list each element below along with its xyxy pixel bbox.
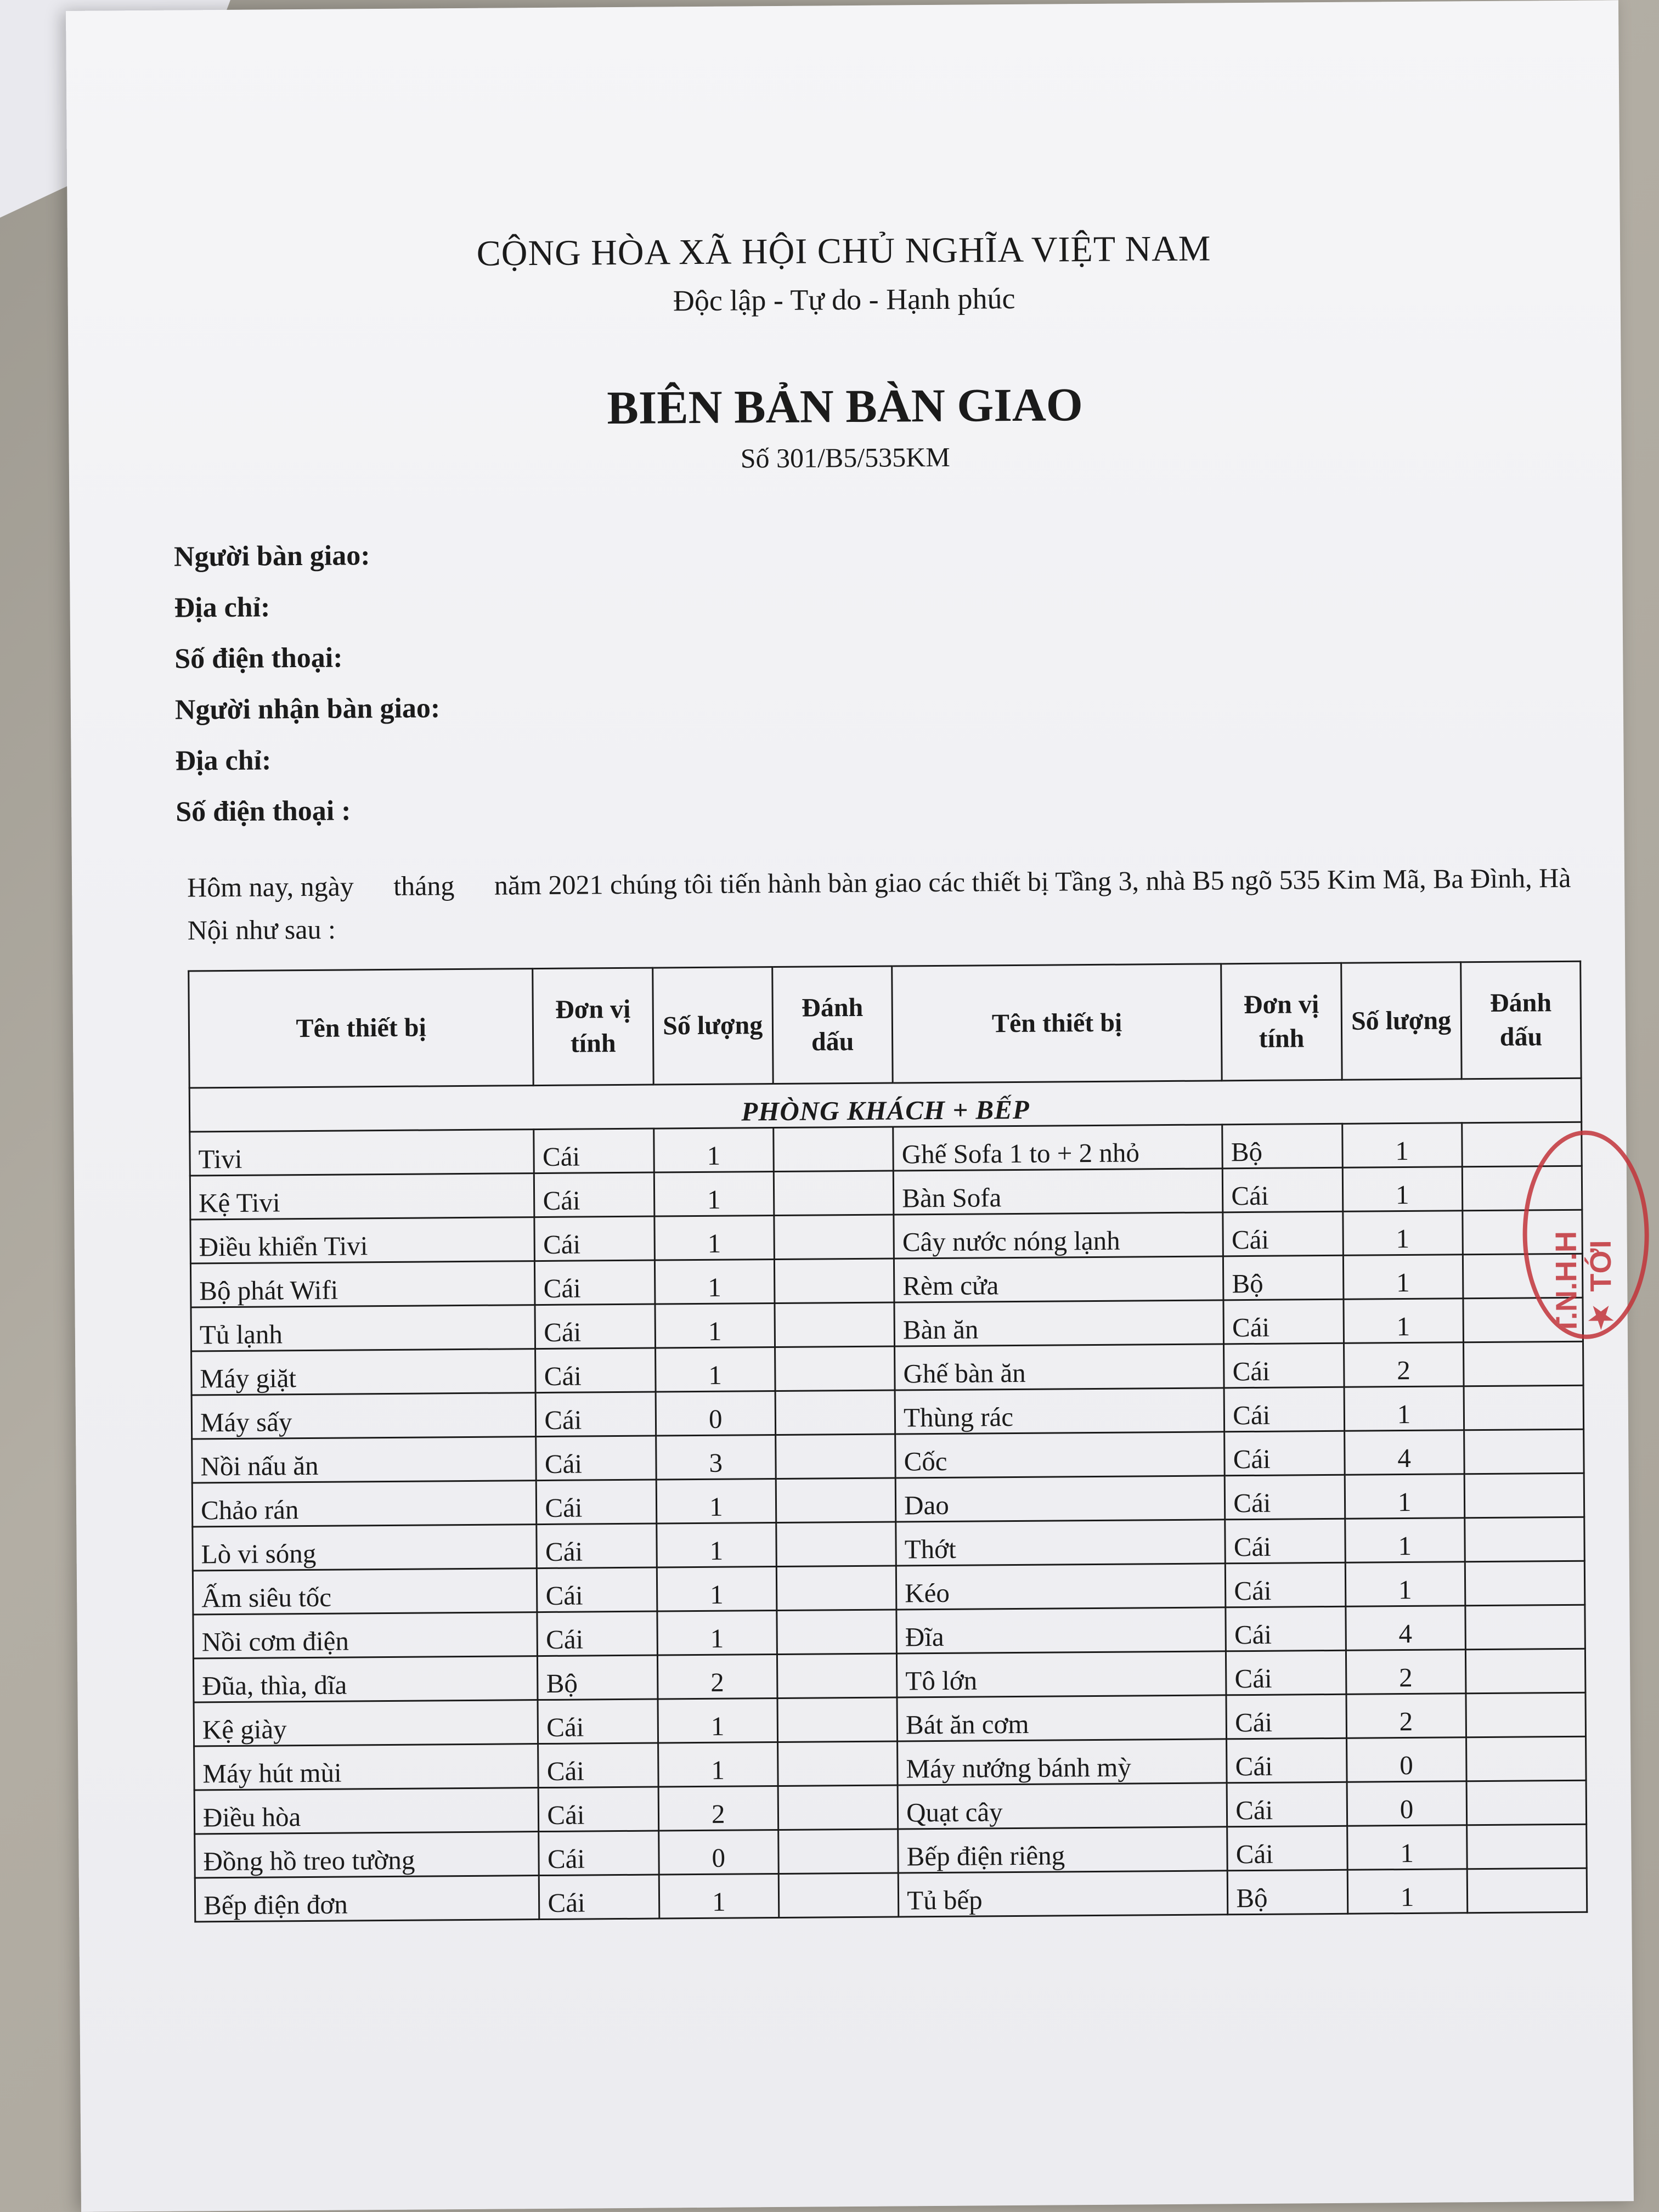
item-unit-left: Cái	[537, 1567, 657, 1612]
item-unit-left: Cái	[535, 1304, 655, 1349]
item-mark-right	[1466, 1824, 1587, 1869]
item-qty-right: 1	[1342, 1123, 1462, 1168]
item-qty-left: 1	[656, 1523, 776, 1568]
item-mark-left	[776, 1478, 896, 1523]
field-handover-person: Người bàn giao:	[173, 540, 370, 573]
item-unit-left: Cái	[537, 1611, 657, 1656]
item-qty-left: 2	[658, 1786, 778, 1831]
table-header-row	[189, 961, 1581, 1088]
item-unit-right: Cái	[1227, 1738, 1347, 1783]
item-name-left: Ấm siêu tốc	[193, 1568, 537, 1615]
item-name-left: Điều khiển Tivi	[190, 1217, 535, 1263]
item-unit-left: Cái	[539, 1875, 659, 1920]
item-mark-right	[1465, 1605, 1585, 1650]
intro-part-1: Hôm nay, ngày	[187, 871, 354, 903]
inventory-table	[188, 961, 1588, 1923]
item-mark-left	[777, 1741, 898, 1786]
item-qty-right: 4	[1344, 1430, 1464, 1475]
item-unit-left: Cái	[535, 1260, 655, 1305]
field-handover-phone: Số điện thoại:	[174, 642, 343, 675]
item-qty-right: 1	[1345, 1562, 1465, 1607]
item-mark-right	[1463, 1341, 1583, 1386]
item-unit-right: Cái	[1226, 1694, 1346, 1739]
item-name-right: Bàn ăn	[894, 1300, 1224, 1346]
item-unit-left: Cái	[538, 1743, 658, 1788]
item-mark-right	[1464, 1473, 1584, 1518]
item-mark-left	[775, 1390, 895, 1435]
item-unit-right: Cái	[1224, 1431, 1345, 1476]
item-mark-left	[778, 1785, 898, 1830]
item-unit-right: Cái	[1227, 1782, 1347, 1827]
item-unit-right: Cái	[1227, 1826, 1347, 1871]
document-number: Số 301/B5/535KM	[740, 441, 950, 474]
item-name-right: Thùng rác	[895, 1388, 1224, 1434]
item-qty-right: 4	[1345, 1606, 1465, 1651]
item-qty-left: 1	[658, 1742, 778, 1787]
item-qty-left: 1	[655, 1347, 775, 1392]
item-mark-left	[776, 1566, 896, 1611]
item-name-right: Ghế bàn ăn	[895, 1344, 1224, 1390]
item-qty-right: 0	[1347, 1781, 1467, 1826]
item-name-left: Máy giặt	[191, 1349, 536, 1395]
item-name-left: Bếp điện đơn	[195, 1876, 539, 1922]
item-name-left: Điều hòa	[194, 1788, 539, 1834]
header-mark-right: Đánh dấu	[1460, 961, 1581, 1079]
item-qty-left: 1	[654, 1260, 775, 1305]
item-unit-right: Bộ	[1223, 1255, 1344, 1300]
item-name-left: Nồi cơm điện	[193, 1612, 538, 1658]
item-mark-right	[1467, 1868, 1587, 1913]
item-unit-left: Cái	[539, 1787, 659, 1832]
item-name-right: Quạt cây	[898, 1783, 1227, 1829]
item-mark-left	[777, 1654, 897, 1699]
item-unit-left: Cái	[536, 1392, 656, 1437]
inventory-table-wrapper	[188, 961, 1588, 1923]
item-mark-left	[775, 1302, 895, 1347]
item-qty-left: 0	[658, 1830, 778, 1875]
header-name-right: Tên thiết bị	[892, 964, 1222, 1083]
item-unit-right: Cái	[1223, 1211, 1343, 1256]
item-name-left: Chảo rán	[192, 1481, 537, 1527]
item-unit-left: Cái	[534, 1172, 654, 1217]
item-name-right: Dao	[895, 1476, 1225, 1522]
item-qty-left: 1	[653, 1128, 774, 1173]
item-name-right: Thớt	[896, 1520, 1226, 1566]
item-unit-right: Cái	[1224, 1343, 1344, 1388]
item-unit-left: Cái	[534, 1216, 654, 1261]
item-name-left: Tủ lạnh	[191, 1305, 535, 1351]
item-qty-left: 1	[657, 1611, 777, 1656]
item-name-right: Tủ bếp	[898, 1871, 1228, 1917]
item-qty-left: 1	[655, 1304, 775, 1348]
item-mark-left	[777, 1610, 897, 1655]
item-qty-left: 1	[656, 1479, 776, 1524]
document-title: BIÊN BẢN BÀN GIAO	[607, 378, 1084, 435]
item-name-left: Lò vi sóng	[193, 1525, 537, 1571]
item-name-left: Máy hút mùi	[194, 1744, 539, 1790]
item-unit-left: Cái	[539, 1831, 659, 1876]
item-name-right: Đĩa	[896, 1607, 1226, 1654]
table-row	[195, 1868, 1587, 1922]
item-name-left: Đũa, thìa, dĩa	[193, 1656, 538, 1702]
nation-heading: CỘNG HÒA XÃ HỘI CHỦ NGHĨA VIỆT NAM	[476, 228, 1211, 274]
item-mark-right	[1466, 1780, 1587, 1825]
item-name-left: Kệ Tivi	[190, 1173, 534, 1220]
item-unit-right: Cái	[1226, 1650, 1346, 1695]
item-name-right: Cây nước nóng lạnh	[894, 1212, 1223, 1259]
item-qty-right: 1	[1344, 1386, 1464, 1431]
item-unit-right: Bộ	[1222, 1124, 1342, 1169]
item-qty-left: 3	[656, 1435, 776, 1480]
intro-paragraph	[187, 856, 1581, 952]
item-name-right: Ghế Sofa 1 to + 2 nhỏ	[893, 1125, 1223, 1171]
item-mark-left	[778, 1873, 899, 1918]
item-name-left: Nồi nấu ăn	[192, 1437, 537, 1483]
item-qty-right: 1	[1343, 1299, 1463, 1344]
header-name-left: Tên thiết bị	[189, 969, 534, 1088]
item-mark-right	[1464, 1517, 1584, 1562]
item-mark-left	[774, 1171, 894, 1216]
item-qty-left: 2	[657, 1655, 777, 1700]
document-page	[66, 0, 1634, 2212]
item-unit-right: Cái	[1226, 1562, 1346, 1607]
intro-part-3: năm 2021 chúng tôi tiến hành bàn giao các thiết bị Tầng 3, nhà B5 ngõ 535 Kim Mã, Ba Đình, Hà Nội như sau :	[187, 862, 1571, 946]
item-name-right: Bát ăn cơm	[897, 1695, 1227, 1741]
item-name-right: Tô lớn	[897, 1651, 1227, 1697]
item-mark-right	[1465, 1649, 1585, 1694]
item-unit-right: Cái	[1226, 1606, 1346, 1651]
item-qty-right: 0	[1346, 1737, 1466, 1782]
item-mark-left	[776, 1522, 896, 1567]
item-mark-left	[777, 1697, 898, 1742]
item-unit-left: Cái	[537, 1480, 657, 1525]
item-unit-left: Cái	[538, 1699, 658, 1744]
item-unit-right: Bộ	[1227, 1870, 1347, 1915]
item-qty-right: 2	[1346, 1650, 1466, 1695]
item-qty-left: 0	[656, 1391, 776, 1436]
party-fields	[174, 529, 441, 837]
item-unit-right: Cái	[1225, 1519, 1345, 1564]
header-qty-right: Số lượng	[1341, 962, 1462, 1080]
item-qty-right: 1	[1347, 1869, 1468, 1914]
item-qty-left: 1	[659, 1874, 779, 1919]
item-unit-left: Bộ	[538, 1655, 658, 1700]
field-receiver-address: Địa chỉ:	[175, 744, 272, 777]
item-qty-left: 1	[654, 1216, 775, 1261]
item-name-left: Kệ giày	[194, 1700, 538, 1746]
item-name-right: Cốc	[895, 1432, 1225, 1478]
item-qty-right: 1	[1342, 1211, 1463, 1256]
motto-line: Độc lập - Tự do - Hạnh phúc	[673, 281, 1015, 318]
item-unit-left: Cái	[535, 1348, 656, 1393]
item-qty-left: 1	[658, 1699, 778, 1743]
item-qty-left: 1	[654, 1172, 774, 1217]
header-unit-right: Đơn vị tính	[1221, 963, 1342, 1081]
item-qty-left: 1	[657, 1567, 777, 1612]
item-name-right: Bàn Sofa	[893, 1169, 1223, 1215]
item-mark-left	[776, 1434, 896, 1479]
item-mark-left	[774, 1259, 894, 1304]
item-unit-left: Cái	[537, 1523, 657, 1568]
field-handover-address: Địa chỉ:	[174, 591, 270, 624]
item-mark-left	[778, 1829, 899, 1874]
item-name-left: Tivi	[190, 1130, 534, 1176]
header-mark-left: Đánh dấu	[772, 966, 893, 1084]
field-receiver-phone: Số điện thoại :	[175, 795, 351, 828]
item-unit-left: Cái	[536, 1436, 656, 1481]
item-mark-right	[1464, 1385, 1584, 1430]
section-title: PHÒNG KHÁCH + BẾP	[189, 1078, 1581, 1132]
item-unit-left: Cái	[534, 1128, 654, 1173]
item-name-right: Rèm cửa	[894, 1256, 1224, 1302]
item-qty-right: 1	[1345, 1474, 1465, 1519]
item-mark-right	[1466, 1736, 1586, 1781]
item-unit-right: Cái	[1223, 1299, 1344, 1344]
item-name-right: Bếp điện riêng	[898, 1827, 1228, 1873]
intro-part-2: tháng	[393, 870, 455, 901]
item-mark-left	[774, 1127, 894, 1172]
item-unit-right: Cái	[1223, 1167, 1343, 1212]
item-mark-left	[775, 1346, 895, 1391]
item-qty-right: 1	[1342, 1167, 1463, 1212]
item-unit-right: Cái	[1224, 1387, 1344, 1432]
item-name-right: Kéo	[896, 1564, 1226, 1610]
item-name-left: Bộ phát Wifi	[190, 1261, 535, 1307]
item-qty-right: 2	[1344, 1342, 1464, 1387]
field-receiver-person: Người nhận bàn giao:	[174, 692, 441, 726]
item-name-right: Máy nướng bánh mỳ	[898, 1739, 1227, 1785]
item-mark-left	[774, 1215, 894, 1260]
item-unit-right: Cái	[1224, 1475, 1345, 1520]
item-qty-right: 2	[1346, 1694, 1466, 1739]
item-name-left: Máy sấy	[191, 1393, 536, 1439]
header-qty-left: Số lượng	[652, 967, 773, 1085]
item-qty-right: 1	[1345, 1518, 1465, 1563]
stamp-text: T.N.H.H ★ TỚI	[1549, 1231, 1618, 1335]
item-qty-right: 1	[1347, 1825, 1467, 1870]
item-mark-right	[1465, 1561, 1585, 1606]
item-qty-right: 1	[1343, 1255, 1463, 1300]
red-stamp	[1522, 1130, 1650, 1340]
item-mark-right	[1464, 1429, 1584, 1474]
header-unit-left: Đơn vị tính	[533, 968, 653, 1086]
item-mark-right	[1466, 1692, 1586, 1737]
item-name-left: Đồng hồ treo tường	[195, 1832, 539, 1878]
